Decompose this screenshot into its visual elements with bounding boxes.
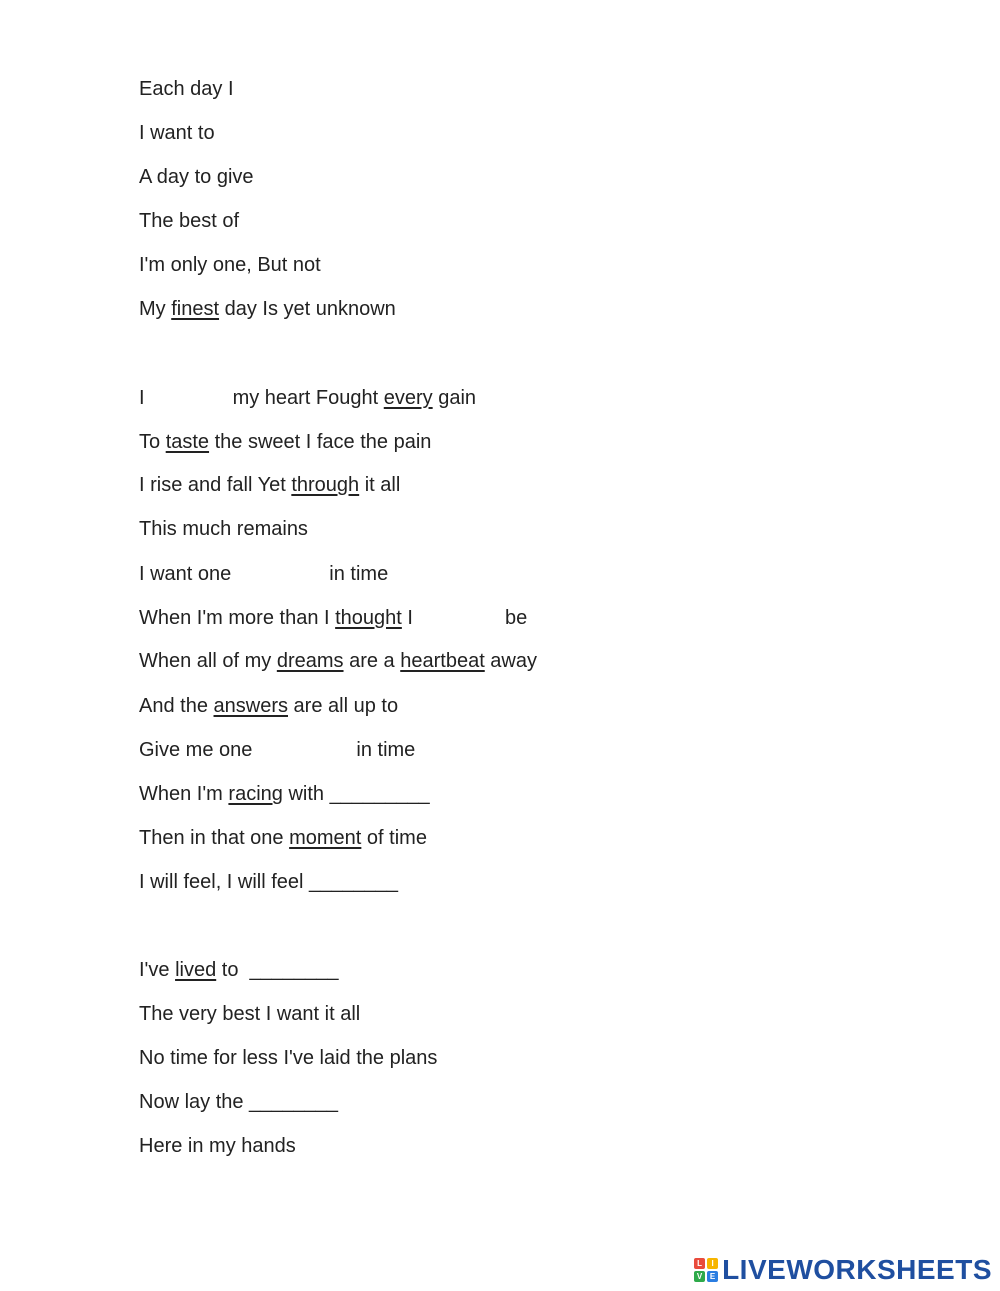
lyric-text: A day to give: [139, 166, 254, 188]
lyric-text: This much remains: [139, 518, 308, 540]
lyric-text: Give me one: [139, 739, 253, 761]
lyric-text: with _________: [282, 783, 430, 805]
underlined-word: finest: [171, 298, 220, 320]
lyric-text: I want to: [139, 122, 215, 144]
lyric-text: My: [139, 298, 172, 320]
lyric-text: day Is yet unknown: [219, 298, 396, 320]
lyric-text: in time: [329, 563, 389, 585]
logo-cubes-icon: [694, 1258, 718, 1282]
lyric-line: [139, 562, 388, 586]
lyric-line: [139, 694, 398, 718]
underlined-word: moment: [289, 827, 362, 849]
lyric-text: to ________: [216, 959, 339, 981]
lyric-line: [139, 473, 400, 497]
lyric-text: away: [484, 650, 537, 672]
lyric-line: [139, 782, 430, 806]
lyric-line: [139, 253, 321, 277]
underlined-word: racing: [228, 783, 283, 805]
lyric-line: [139, 121, 215, 145]
lyric-line: [139, 297, 396, 321]
underlined-word: taste: [165, 431, 210, 453]
lyric-text: The very best I want it all: [139, 1003, 361, 1025]
lyric-text: gain: [432, 387, 477, 409]
logo-cube: V: [694, 1271, 705, 1282]
underlined-word: thought: [335, 607, 402, 629]
lyric-text: Each day I: [139, 78, 234, 100]
lyric-text: Now lay the ________: [139, 1091, 339, 1113]
lyric-line: [139, 386, 476, 410]
lyric-text: of time: [361, 827, 427, 849]
lyric-line: [139, 1090, 338, 1114]
underlined-word: every: [383, 387, 433, 409]
liveworksheets-logo[interactable]: [694, 1252, 992, 1288]
lyric-line: [139, 1046, 437, 1070]
lyric-line: [139, 958, 339, 982]
lyric-text: I've: [139, 959, 176, 981]
logo-cube: L: [694, 1258, 705, 1269]
underlined-word: lived: [175, 959, 217, 981]
lyric-line: [139, 649, 537, 673]
logo-text: LIVEWORKSHEETS: [722, 1254, 992, 1285]
lyric-text: are all up to: [288, 695, 399, 717]
lyric-line: [139, 517, 308, 541]
lyric-text: No time for less I've laid the plans: [139, 1047, 438, 1069]
lyric-text: my heart Fought: [232, 387, 384, 409]
lyric-text: When I'm more than I: [139, 607, 336, 629]
lyric-line: [139, 430, 431, 454]
underlined-word: through: [291, 474, 360, 496]
lyric-text: I: [139, 387, 145, 409]
lyric-text: the sweet I face the pain: [209, 431, 432, 453]
lyric-text: When all of my: [139, 650, 277, 672]
lyric-text: Then in that one: [139, 827, 290, 849]
underlined-word: dreams: [276, 650, 344, 672]
lyric-line: [139, 209, 239, 233]
lyric-line: [139, 606, 527, 630]
lyric-text: When I'm: [139, 783, 229, 805]
lyric-text: To: [139, 431, 166, 453]
lyric-text: are a: [343, 650, 401, 672]
lyric-text: And the: [139, 695, 214, 717]
lyric-line: [139, 165, 254, 189]
logo-cube: E: [707, 1271, 718, 1282]
lyric-text: it all: [359, 474, 401, 496]
underlined-word: answers: [213, 695, 288, 717]
lyric-line: [139, 1002, 360, 1026]
lyric-text: The best of: [139, 210, 240, 232]
lyric-text: Here in my hands: [139, 1135, 296, 1157]
lyric-text: I want one: [139, 563, 232, 585]
lyric-line: [139, 77, 234, 101]
logo-cube: I: [707, 1258, 718, 1269]
lyric-text: I rise and fall Yet: [139, 474, 292, 496]
underlined-word: heartbeat: [400, 650, 485, 672]
lyric-text: be: [504, 607, 528, 629]
lyric-line: [139, 870, 398, 894]
lyric-text: I'm only one, But not: [139, 254, 321, 276]
lyric-line: [139, 826, 427, 850]
lyric-line: [139, 1134, 296, 1158]
lyric-text: in time: [356, 739, 416, 761]
lyric-line: [139, 738, 415, 762]
lyric-text: I will feel, I will feel ________: [139, 871, 399, 893]
lyric-text: I: [401, 607, 413, 629]
